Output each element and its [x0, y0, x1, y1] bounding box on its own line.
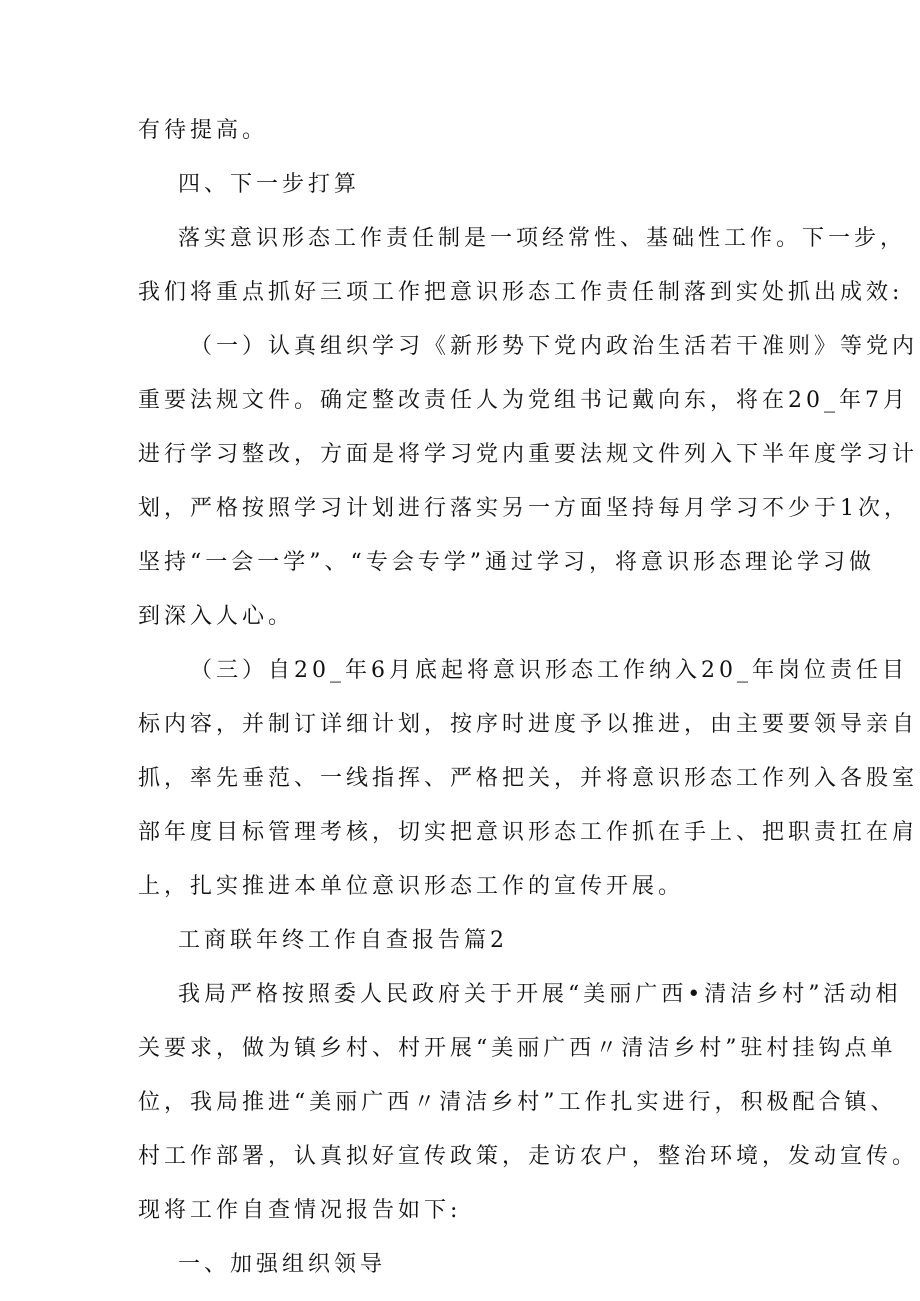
text-line: 有待提高。	[138, 118, 269, 143]
text-line: 划，严格按照学习计划进行落实另一方面坚持每月学习不少于1次，	[138, 496, 910, 521]
text-line: （一）认真组织学习《新形势下党内政治生活若干准则》等党内	[190, 334, 919, 359]
text-line: 我局严格按照委人民政府关于开展“美丽广西•清洁乡村”活动相	[178, 982, 902, 1007]
text-line: 到深入人心。	[138, 604, 295, 629]
text-line: （三）自20_年6月底起将意识形态工作纳入20_年岗位责任目	[190, 658, 908, 683]
text-line: 坚持“一会一学”、“专会专学”通过学习，将意识形态理论学习做	[138, 550, 875, 575]
text-line: 抓，率先垂范、一线指挥、严格把关，并将意识形态工作列入各股室	[138, 766, 919, 791]
text-line: 村工作部署，认真拟好宣传政策，走访农户，整治环境，发动宣传。	[138, 1144, 919, 1169]
text-line: 落实意识形态工作责任制是一项经常性、基础性工作。下一步，	[178, 226, 907, 251]
text-line: 重要法规文件。确定整改责任人为党组书记戴向东，将在20_年7月	[138, 388, 909, 413]
text-line: 上，扎实推进本单位意识形态工作的宣传开展。	[138, 874, 685, 899]
text-line: 部年度目标管理考核，切实把意识形态工作抓在手上、把职责扛在肩	[138, 820, 919, 845]
section-heading: 一、加强组织领导	[178, 1252, 387, 1277]
text-line: 关要求，做为镇乡村、村开展“美丽广西〃清洁乡村”驻村挂钩点单	[138, 1036, 897, 1061]
text-line: 标内容，并制订详细计划，按序时进度予以推进，由主要要领导亲自	[138, 712, 919, 737]
text-line: 进行学习整改，方面是将学习党内重要法规文件列入下半年度学习计	[138, 442, 919, 467]
text-line: 我们将重点抓好三项工作把意识形态工作责任制落到实处抓出成效:	[138, 280, 904, 305]
text-line: 位，我局推进“美丽广西〃清洁乡村”工作扎实进行，积极配合镇、	[138, 1090, 897, 1115]
text-line: 现将工作自查情况报告如下:	[138, 1198, 462, 1223]
section-heading: 四、下一步打算	[178, 172, 361, 197]
report-title: 工商联年终工作自查报告篇2	[178, 928, 508, 953]
